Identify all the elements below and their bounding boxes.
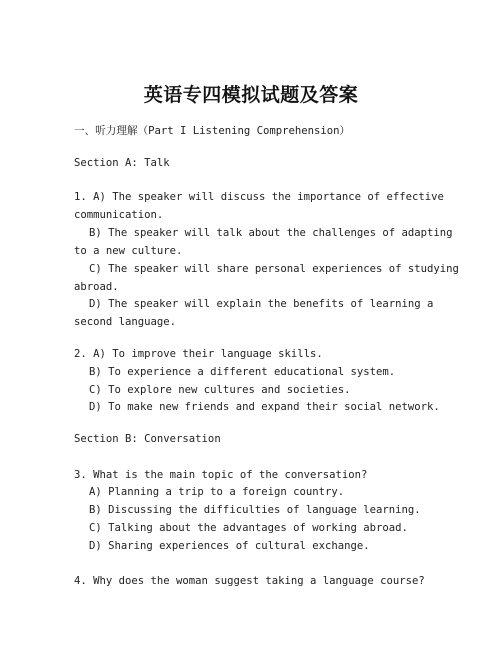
q4-stem: 4. Why does the woman suggest taking a language course? xyxy=(74,575,425,587)
q3-option-a: A) Planning a trip to a foreign country. xyxy=(89,486,345,498)
q2-option-a: 2. A) To improve their language skills. xyxy=(74,348,323,360)
q2-option-c: C) To explore new cultures and societies. xyxy=(89,384,351,396)
q1-option-b-line2: to a new culture. xyxy=(74,245,183,257)
q1-option-a-line1: 1. A) The speaker will discuss the importance of effective xyxy=(74,191,444,203)
q1-option-c-line2: abroad. xyxy=(74,281,119,293)
q2-option-b: B) To experience a different educational system. xyxy=(89,366,396,378)
q1-option-c-line1: C) The speaker will share personal experiences of studying xyxy=(89,263,459,275)
q3-option-b: B) Discussing the difficulties of language learning. xyxy=(89,504,421,516)
q1-option-d-line1: D) The speaker will explain the benefits of learning a xyxy=(89,298,434,310)
q3-option-c: C) Talking about the advantages of working abroad. xyxy=(89,522,408,534)
q3-option-d: D) Sharing experiences of cultural exchange. xyxy=(89,540,370,552)
q1-option-b-line1: B) The speaker will talk about the challenges of adapting xyxy=(89,227,453,239)
q2-option-d: D) To make new friends and expand their social network. xyxy=(89,401,440,413)
part-heading: 一、听力理解（Part I Listening Comprehension） xyxy=(74,125,351,137)
q1-option-d-line2: second language. xyxy=(74,316,177,328)
q1-option-a-line2: communication. xyxy=(74,209,164,221)
section-a-heading: Section A: Talk xyxy=(74,157,170,169)
q3-stem: 3. What is the main topic of the conversation? xyxy=(74,469,368,481)
page-title: 英语专四模拟试题及答案 xyxy=(143,84,359,106)
section-b-heading: Section B: Conversation xyxy=(74,433,221,445)
